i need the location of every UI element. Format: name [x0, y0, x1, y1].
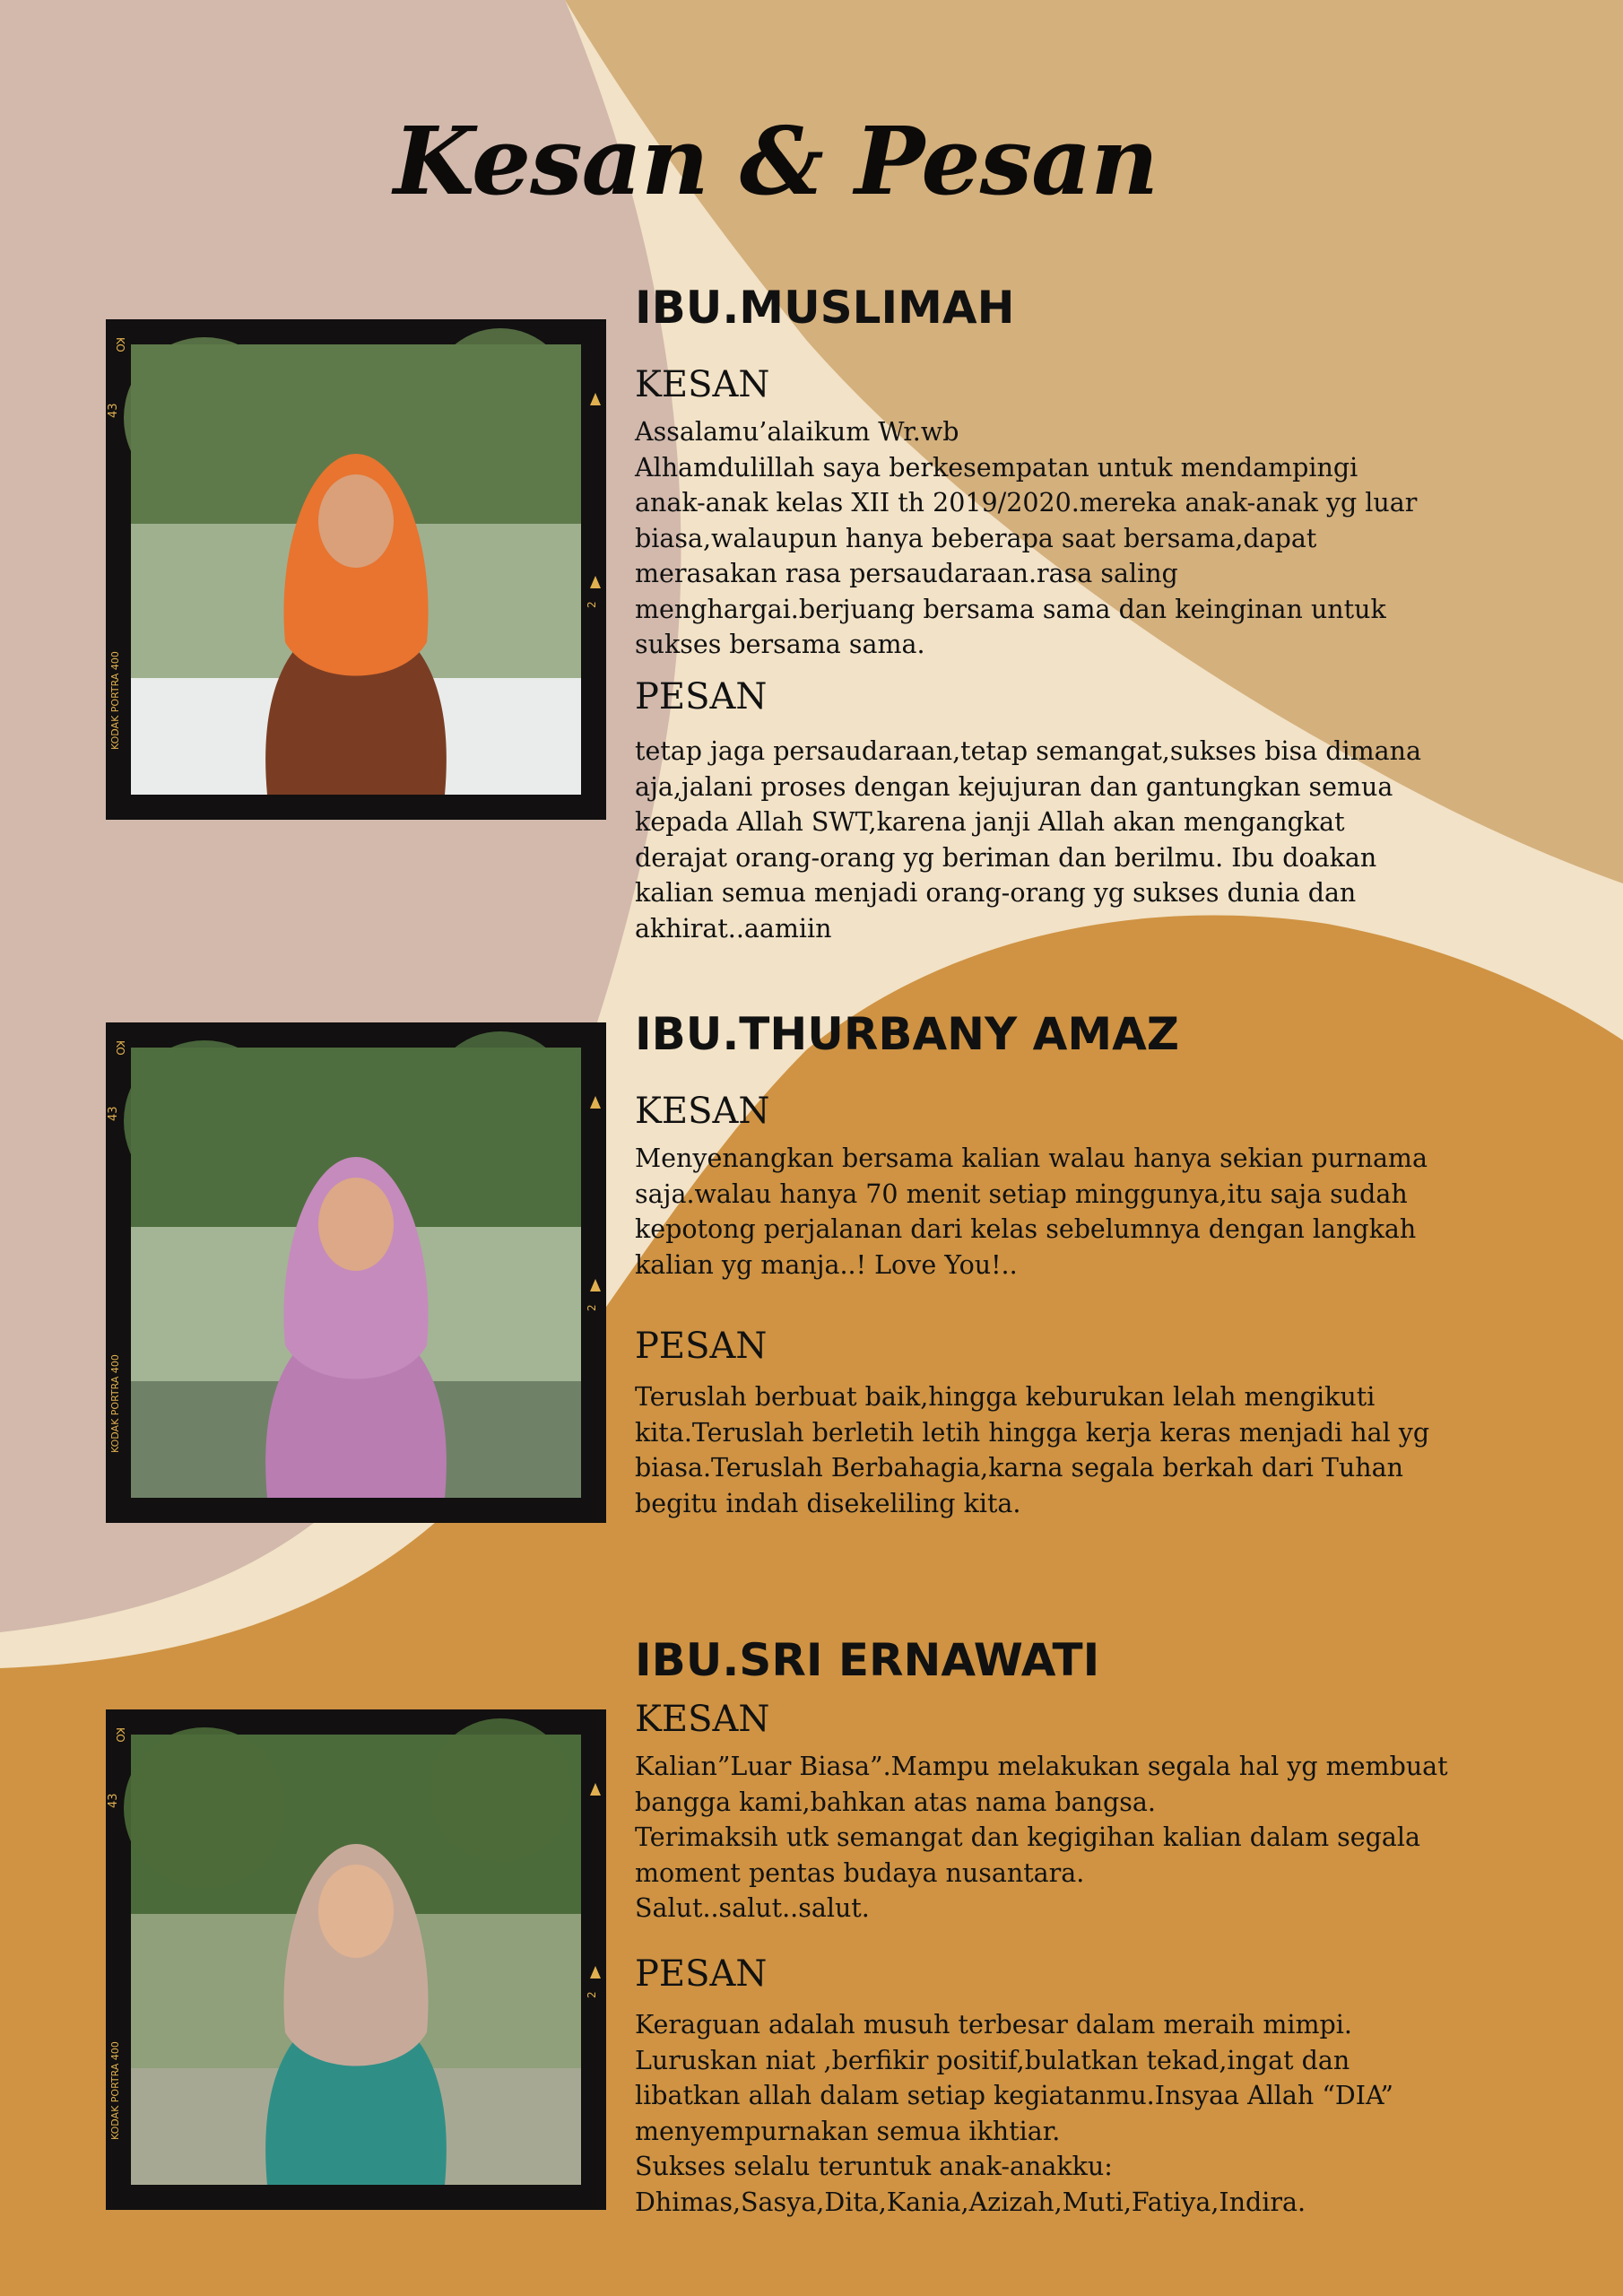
photo-tree	[124, 1040, 285, 1202]
kesan-line: sukses bersama sama.	[635, 630, 925, 659]
film-name-label: KODAK PORTRA 400	[109, 1354, 121, 1453]
kesan-heading: KESAN	[635, 1091, 770, 1132]
person-face	[318, 1178, 394, 1271]
pesan-line: Keraguan adalah musuh terbesar dalam meraih mimpi.	[635, 2010, 1352, 2039]
pesan-line: menyempurnakan semua ikhtiar.	[635, 2116, 1061, 2146]
pesan-text	[635, 734, 1496, 946]
film-code-label: KO	[114, 337, 126, 352]
pesan-heading: PESAN	[635, 676, 768, 718]
pesan-line: Sukses selalu teruntuk anak-anakku:	[635, 2152, 1113, 2181]
film-frame-svg	[106, 1022, 606, 1523]
photo-tree	[429, 1031, 572, 1175]
pesan-line: Luruskan niat ,berfikir positif,bulatkan tekad,ingat dan	[635, 2045, 1350, 2075]
pesan-line: aja,jalani proses dengan kejujuran dan gantungkan semua	[635, 771, 1393, 802]
film-code-label: KO	[114, 1040, 126, 1056]
kesan-text	[635, 1749, 1496, 1926]
pesan-line: Teruslah berbuat baik,hingga keburukan lelah mengikuti	[635, 1382, 1376, 1412]
kesan-heading: KESAN	[635, 364, 770, 405]
film-code-label: KO	[114, 1727, 126, 1743]
teacher-name: IBU.MUSLIMAH	[635, 282, 1015, 334]
pesan-text	[635, 1379, 1496, 1521]
page-title: Kesan & Pesan	[393, 106, 1159, 216]
pesan-line: kalian semua menjadi orang-orang yg sukses dunia dan	[635, 878, 1357, 908]
kesan-line: moment pentas budaya nusantara.	[635, 1857, 1085, 1888]
kesan-line: anak-anak kelas XII th 2019/2020.mereka anak-anak yg luar	[635, 488, 1418, 517]
film-name-label: KODAK PORTRA 400	[109, 651, 121, 750]
pesan-line: Dhimas,Sasya,Dita,Kania,Azizah,Muti,Fatiya,Indira.	[635, 2187, 1306, 2217]
kesan-text	[635, 414, 1496, 663]
photo-frame-2	[106, 1022, 606, 1523]
kesan-line: saja.walau hanya 70 menit setiap minggunya,itu saja sudah	[635, 1178, 1408, 1209]
kesan-line: Menyenangkan bersama kalian walau hanya sekian purnama	[635, 1144, 1428, 1173]
pesan-heading: PESAN	[635, 1953, 768, 1995]
pesan-line: begitu indah disekeliling kita.	[635, 1488, 1021, 1518]
photo-tree	[124, 337, 285, 499]
film-frame-svg	[106, 319, 606, 820]
pesan-line: akhirat..aamiin	[635, 913, 832, 944]
film-name-label: KODAK PORTRA 400	[109, 2041, 121, 2140]
film-frame-number: 43	[107, 1106, 120, 1121]
person-face	[318, 1865, 394, 1958]
film-frame-number: 43	[107, 403, 120, 418]
kesan-line: merasakan rasa persaudaraan.rasa saling	[635, 559, 1178, 588]
kesan-text	[635, 1141, 1496, 1283]
kesan-line: biasa,walaupun hanya beberapa saat bersama,dapat	[635, 523, 1317, 553]
pesan-line: kepada Allah SWT,karena janji Allah akan mengangkat	[635, 807, 1345, 837]
photo-tree	[429, 328, 572, 472]
pesan-line: tetap jaga persaudaraan,tetap semangat,sukses bisa dimana	[635, 736, 1422, 766]
kesan-line: menghargai.berjuang bersama sama dan keinginan untuk	[635, 594, 1386, 624]
film-frame-svg	[106, 1709, 606, 2210]
pesan-line: kita.Teruslah berletih letih hingga kerja keras menjadi hal yg	[635, 1417, 1430, 1448]
photo-tree	[124, 1727, 285, 1889]
pesan-text	[635, 2007, 1496, 2220]
film-side-number: 2	[586, 601, 598, 608]
kesan-heading: KESAN	[635, 1699, 770, 1740]
kesan-line: kalian yg manja..! Love You!..	[635, 1249, 1018, 1280]
teacher-name: IBU.SRI ERNAWATI	[635, 1634, 1100, 1686]
photo-frame-3	[106, 1709, 606, 2210]
photo-tree	[429, 1718, 572, 1862]
pesan-heading: PESAN	[635, 1326, 768, 1367]
kesan-line: Kalian”Luar Biasa”.Mampu melakukan segala hal yg membuat	[635, 1752, 1448, 1781]
kesan-line: bangga kami,bahkan atas nama bangsa.	[635, 1787, 1156, 1817]
kesan-line: Alhamdulillah saya berkesempatan untuk mendampingi	[635, 452, 1358, 483]
film-side-number: 2	[586, 1991, 598, 1998]
pesan-line: derajat orang-orang yg beriman dan berilmu. Ibu doakan	[635, 842, 1377, 873]
kesan-line: kepotong perjalanan dari kelas sebelumnya dengan langkah	[635, 1214, 1417, 1244]
kesan-line: Salut..salut..salut.	[635, 1893, 870, 1923]
kesan-line: Terimaksih utk semangat dan kegigihan kalian dalam segala	[635, 1822, 1421, 1852]
person-face	[318, 474, 394, 568]
photo-frame-1	[106, 319, 606, 820]
teacher-name: IBU.THURBANY AMAZ	[635, 1008, 1180, 1060]
kesan-line: Assalamu’alaikum Wr.wb	[635, 417, 959, 447]
film-side-number: 2	[586, 1304, 598, 1311]
pesan-line: libatkan allah dalam setiap kegiatanmu.Insyaa Allah “DIA”	[635, 2081, 1393, 2110]
pesan-line: biasa.Teruslah Berbahagia,karna segala berkah dari Tuhan	[635, 1453, 1403, 1483]
film-frame-number: 43	[107, 1793, 120, 1808]
